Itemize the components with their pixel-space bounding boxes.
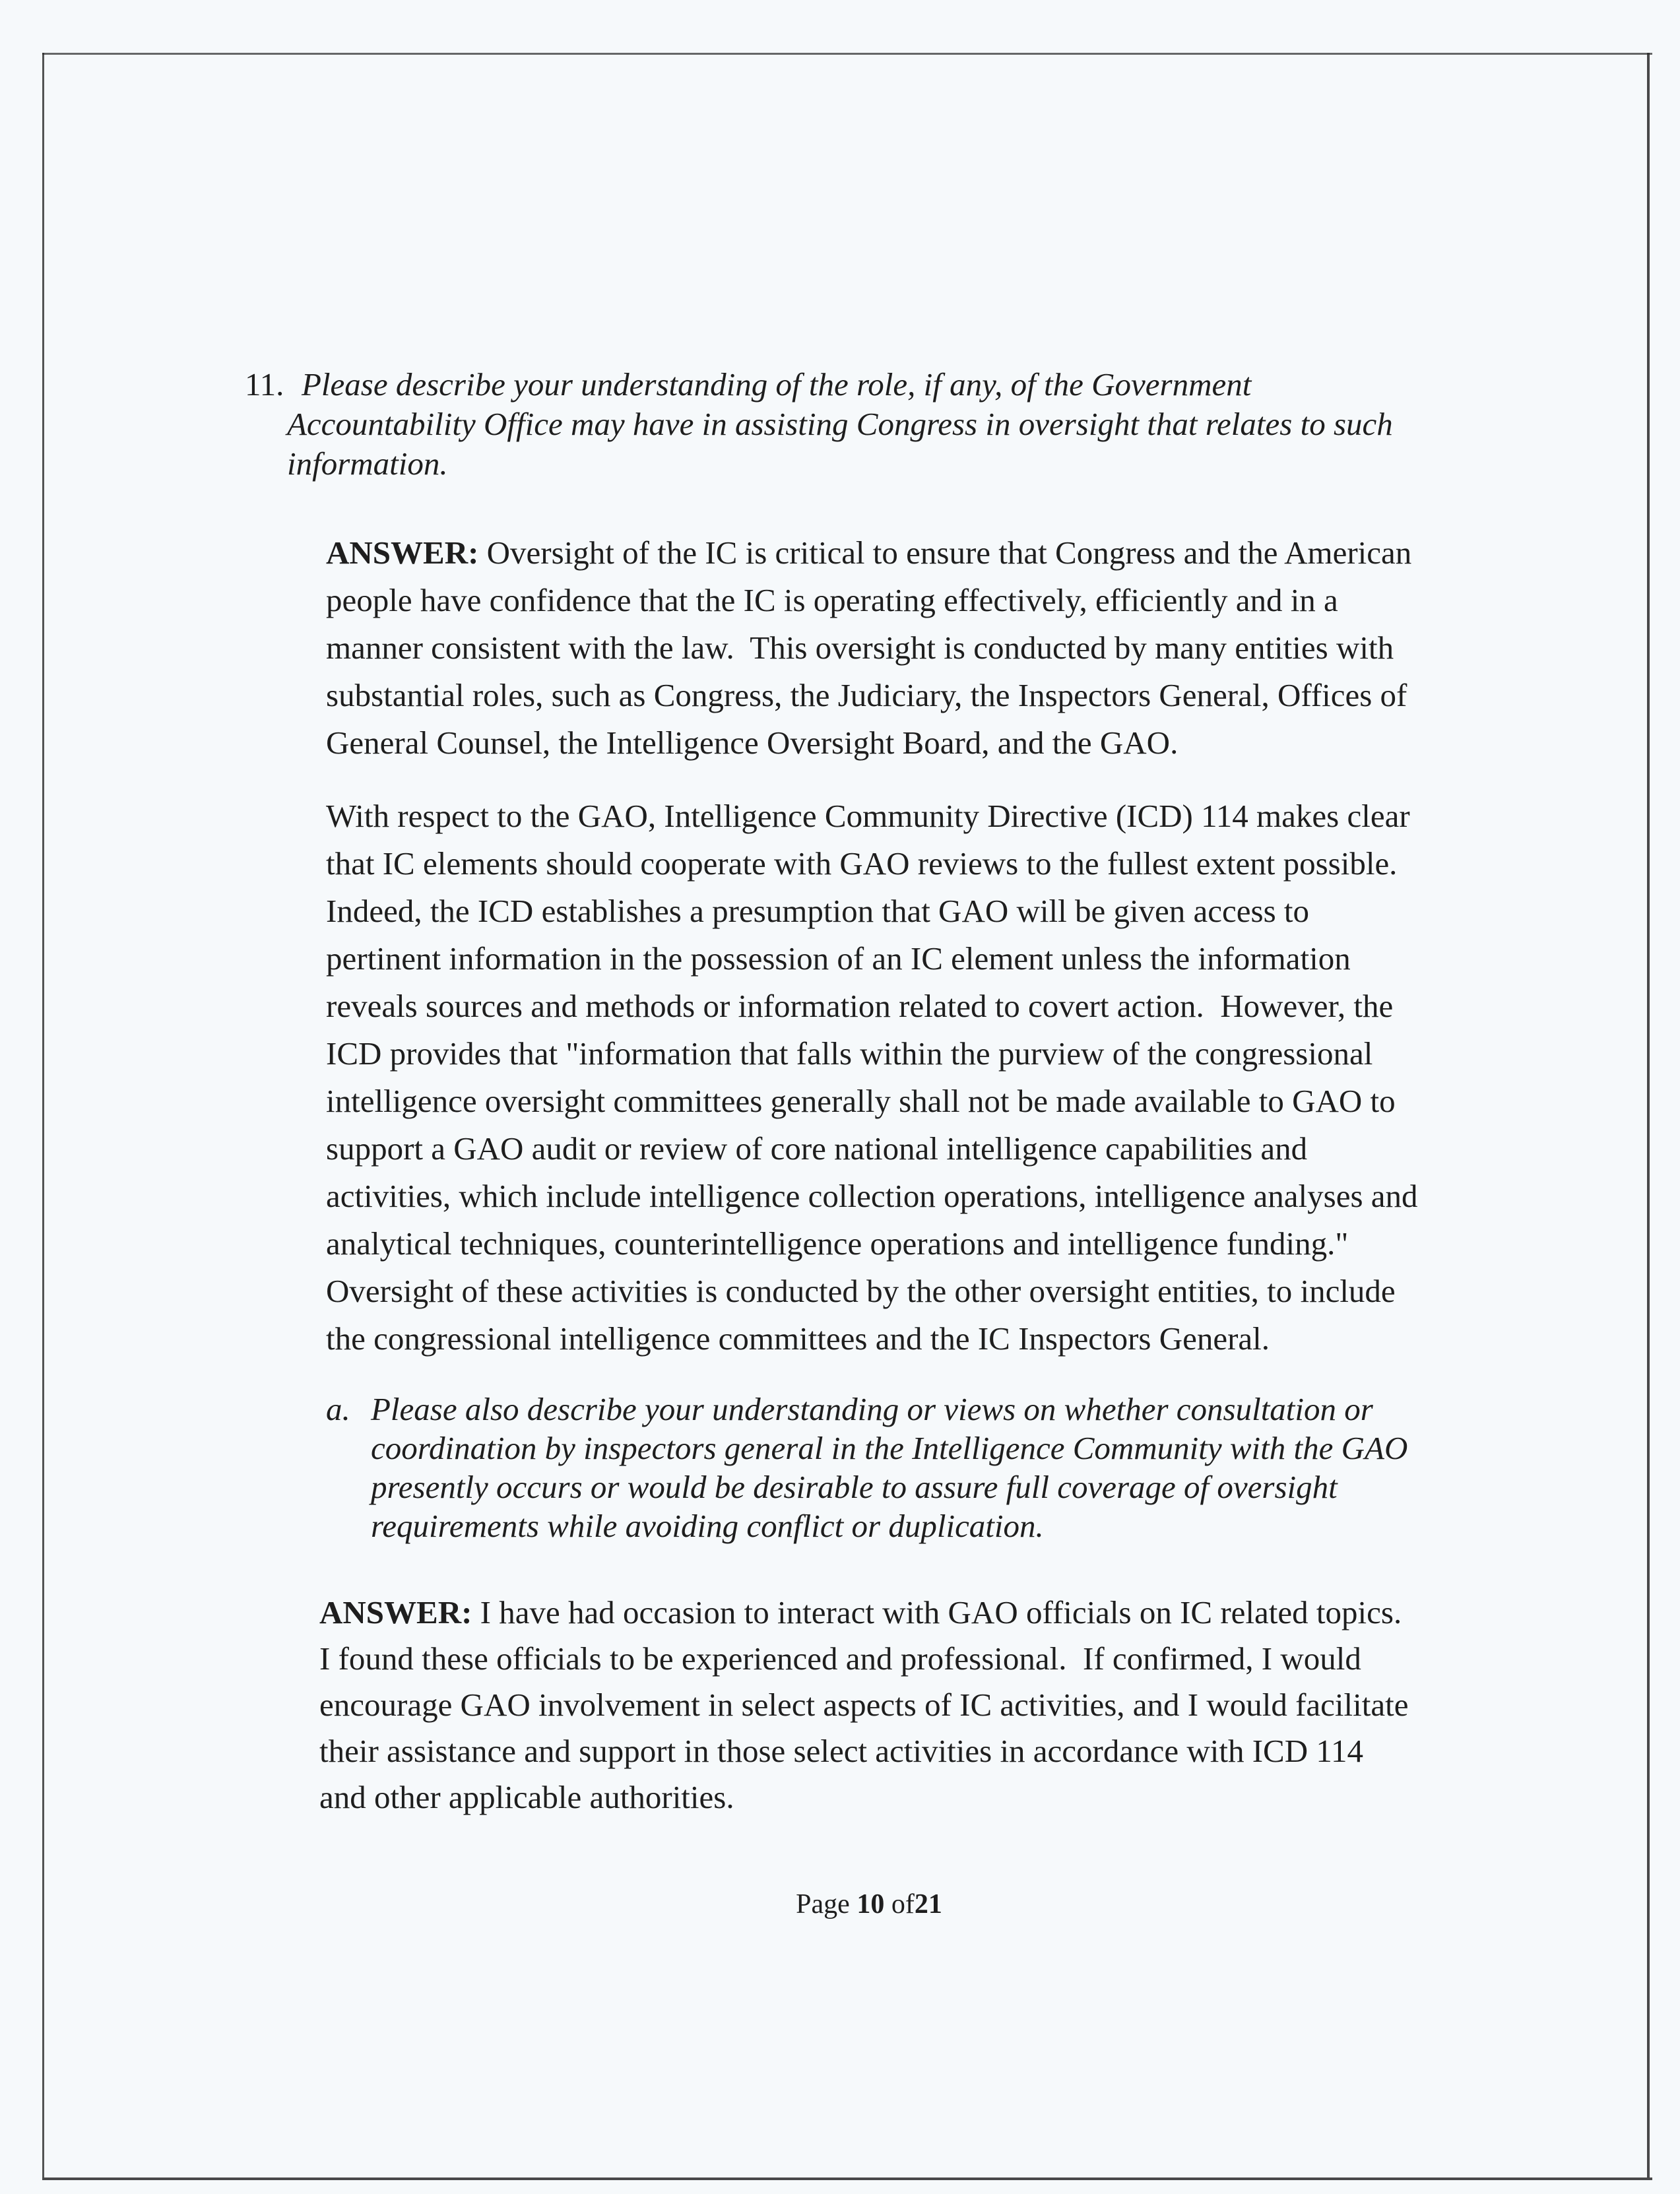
answer-line: I have had occasion to interact with GAO officials on IC related topics.	[472, 1594, 1402, 1630]
frame-left-rule	[42, 53, 44, 2178]
question-11	[245, 365, 1393, 484]
page-word: Page	[796, 1889, 850, 1920]
total-pages: 21	[914, 1889, 942, 1920]
subquestion-line: Please also describe your understanding or views on whether consultation or	[371, 1391, 1373, 1427]
frame-bottom-rule	[42, 2178, 1652, 2180]
answer-line: Oversight of the IC is critical to ensure that Congress and the American	[478, 534, 1412, 571]
of-word: of	[891, 1889, 915, 1920]
answer-line: and other applicable authorities.	[319, 1779, 734, 1815]
answer-line: people have confidence that the IC is operating effectively, efficiently and in a	[326, 582, 1338, 618]
answer-1-paragraph-2	[326, 792, 1418, 1363]
question-line: information.	[287, 445, 448, 482]
answer-line: their assistance and support in those select activities in accordance with ICD 114	[319, 1733, 1364, 1769]
question-line: Please describe your understanding of the role, if any, of the Government	[302, 366, 1252, 403]
answer-line: that IC elements should cooperate with GAO reviews to the fullest extent possible.	[326, 845, 1398, 882]
answer-2	[319, 1590, 1408, 1821]
subquestion-line: presently occurs or would be desirable to assure full coverage of oversight	[371, 1469, 1338, 1505]
subquestion-a	[326, 1390, 1407, 1545]
answer-line: I found these officials to be experienced and professional. If confirmed, I would	[319, 1640, 1361, 1677]
answer-line: With respect to the GAO, Intelligence Community Directive (ICD) 114 makes clear	[326, 798, 1410, 834]
question-number: 11.	[245, 366, 284, 403]
answer-line: manner consistent with the law. This oversight is conducted by many entities with	[326, 629, 1394, 666]
answer-1-paragraph-1	[326, 529, 1411, 767]
answer-line: support a GAO audit or review of core national intelligence capabilities and	[326, 1130, 1308, 1167]
answer-line: reveals sources and methods or information related to covert action. However, the	[326, 988, 1394, 1024]
answer-label: ANSWER:	[319, 1594, 472, 1630]
frame-top-rule	[42, 53, 1652, 55]
answer-line: activities, which include intelligence collection operations, intelligence analyses and	[326, 1178, 1418, 1214]
answer-label: ANSWER:	[326, 534, 479, 571]
page-number-footer	[0, 1888, 1680, 1920]
answer-line: Oversight of these activities is conducted by the other oversight entities, to include	[326, 1273, 1396, 1309]
subquestion-line: coordination by inspectors general in the Intelligence Community with the GAO	[371, 1430, 1408, 1466]
question-line: Accountability Office may have in assisting Congress in oversight that relates to such	[287, 406, 1393, 442]
answer-line: ICD provides that "information that falls within the purview of the congressional	[326, 1035, 1373, 1072]
answer-line: pertinent information in the possession of an IC element unless the information	[326, 940, 1351, 977]
answer-line: the congressional intelligence committees and the IC Inspectors General.	[326, 1320, 1270, 1357]
answer-line: analytical techniques, counterintelligence operations and intelligence funding."	[326, 1225, 1349, 1262]
answer-line: intelligence oversight committees generally shall not be made available to GAO to	[326, 1083, 1396, 1119]
answer-line: Indeed, the ICD establishes a presumption that GAO will be given access to	[326, 893, 1310, 929]
current-page: 10	[856, 1889, 885, 1920]
subquestion-letter: a.	[326, 1391, 350, 1427]
subquestion-line: requirements while avoiding conflict or duplication.	[371, 1508, 1044, 1544]
answer-line: General Counsel, the Intelligence Oversight Board, and the GAO.	[326, 725, 1179, 761]
answer-line: substantial roles, such as Congress, the Judiciary, the Inspectors General, Offices of	[326, 677, 1407, 713]
frame-right-rule	[1647, 53, 1650, 2178]
answer-line: encourage GAO involvement in select aspects of IC activities, and I would facilitate	[319, 1687, 1409, 1723]
